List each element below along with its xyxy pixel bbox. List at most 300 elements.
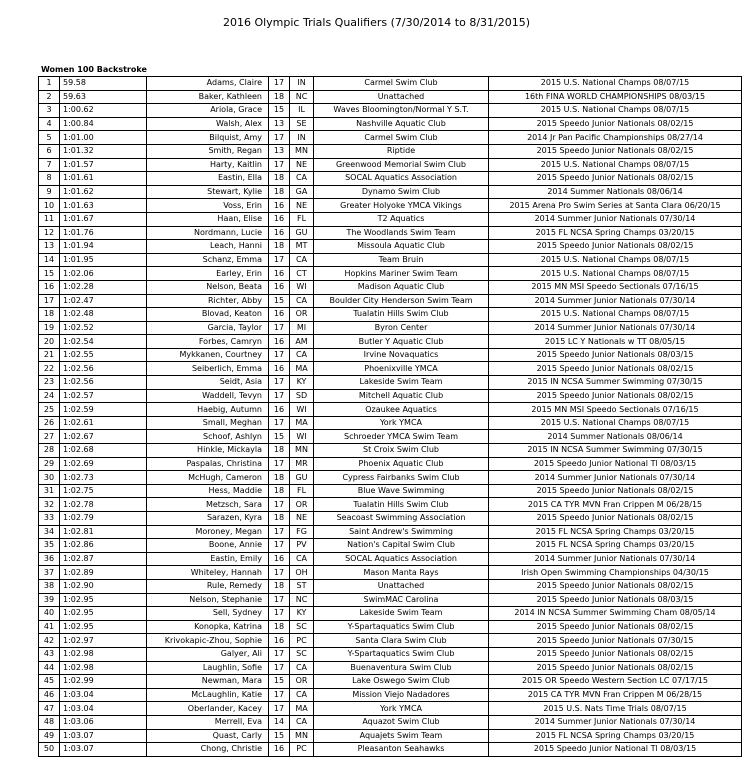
time-cell: 1:02.56 xyxy=(60,376,147,390)
meet-cell: 2015 U.S. Nats Time Trials 08/07/15 xyxy=(489,702,742,716)
club-cell: Boulder City Henderson Swim Team xyxy=(314,294,489,308)
time-cell: 1:02.97 xyxy=(60,634,147,648)
club-cell: Dynamo Swim Club xyxy=(314,185,489,199)
club-cell: Waves Bloomington/Normal Y S.T. xyxy=(314,104,489,118)
swimmer-name-cell: Bilquist, Amy xyxy=(147,131,269,145)
lsc-cell: KY xyxy=(290,376,314,390)
table-row xyxy=(39,294,742,308)
table-row xyxy=(39,702,742,716)
time-cell: 1:02.59 xyxy=(60,403,147,417)
time-cell: 1:03.07 xyxy=(60,743,147,757)
time-cell: 1:02.57 xyxy=(60,389,147,403)
meet-cell: 2014 Summer Nationals 08/06/14 xyxy=(489,430,742,444)
age-cell: 16 xyxy=(269,226,290,240)
age-cell: 18 xyxy=(269,512,290,526)
age-cell: 15 xyxy=(269,675,290,689)
time-cell: 1:02.95 xyxy=(60,620,147,634)
lsc-cell: CA xyxy=(290,348,314,362)
lsc-cell: ST xyxy=(290,579,314,593)
table-row xyxy=(39,144,742,158)
swimmer-name-cell: Baker, Kathleen xyxy=(147,90,269,104)
swimmer-name-cell: Mykkanen, Courtney xyxy=(147,348,269,362)
rank-cell: 25 xyxy=(39,403,60,417)
lsc-cell: NC xyxy=(290,593,314,607)
rank-cell: 38 xyxy=(39,579,60,593)
club-cell: Unattached xyxy=(314,90,489,104)
age-cell: 13 xyxy=(269,144,290,158)
lsc-cell: IN xyxy=(290,131,314,145)
club-cell: Lakeside Swim Team xyxy=(314,607,489,621)
club-cell: Phoenix Aquatic Club xyxy=(314,457,489,471)
meet-cell: 2015 Speedo Junior Nationals 08/02/15 xyxy=(489,579,742,593)
age-cell: 17 xyxy=(269,158,290,172)
meet-cell: 2015 U.S. National Champs 08/07/15 xyxy=(489,158,742,172)
swimmer-name-cell: Stewart, Kylie xyxy=(147,185,269,199)
swimmer-name-cell: Seidt, Asia xyxy=(147,376,269,390)
age-cell: 17 xyxy=(269,539,290,553)
table-row xyxy=(39,335,742,349)
swimmer-name-cell: Eastin, Emily xyxy=(147,552,269,566)
meet-cell: Irish Open Swimming Championships 04/30/15 xyxy=(489,566,742,580)
lsc-cell: IN xyxy=(290,77,314,91)
club-cell: Aquajets Swim Team xyxy=(314,729,489,743)
age-cell: 18 xyxy=(269,185,290,199)
age-cell: 16 xyxy=(269,280,290,294)
table-row xyxy=(39,566,742,580)
swimmer-name-cell: Quast, Carly xyxy=(147,729,269,743)
lsc-cell: PV xyxy=(290,539,314,553)
page-title: 2016 Olympic Trials Qualifiers (7/30/2014 to 8/31/2015) xyxy=(222,16,531,29)
meet-cell: 2014 Summer Junior Nationals 07/30/14 xyxy=(489,715,742,729)
lsc-cell: NC xyxy=(290,90,314,104)
table-row xyxy=(39,389,742,403)
club-cell: The Woodlands Swim Team xyxy=(314,226,489,240)
meet-cell: 2015 OR Speedo Western Section LC 07/17/15 xyxy=(489,675,742,689)
age-cell: 16 xyxy=(269,743,290,757)
meet-cell: 2015 U.S. National Champs 08/07/15 xyxy=(489,267,742,281)
meet-cell: 2015 IN NCSA Summer Swimming 07/30/15 xyxy=(489,444,742,458)
time-cell: 1:03.04 xyxy=(60,702,147,716)
lsc-cell: OR xyxy=(290,675,314,689)
swimmer-name-cell: Eastin, Ella xyxy=(147,172,269,186)
table-row xyxy=(39,280,742,294)
age-cell: 18 xyxy=(269,240,290,254)
rank-cell: 48 xyxy=(39,715,60,729)
club-cell: Unattached xyxy=(314,579,489,593)
table-row xyxy=(39,593,742,607)
meet-cell: 2015 Speedo Junior Nationals 08/02/15 xyxy=(489,484,742,498)
rank-cell: 5 xyxy=(39,131,60,145)
qualifiers-table-body xyxy=(39,77,742,757)
swimmer-name-cell: Harty, Kaitlin xyxy=(147,158,269,172)
time-cell: 59.58 xyxy=(60,77,147,91)
rank-cell: 36 xyxy=(39,552,60,566)
swimmer-name-cell: Voss, Erin xyxy=(147,199,269,213)
lsc-cell: MA xyxy=(290,362,314,376)
lsc-cell: SC xyxy=(290,620,314,634)
meet-cell: 2015 U.S. National Champs 08/07/15 xyxy=(489,104,742,118)
meet-cell: 16th FINA WORLD CHAMPIONSHIPS 08/03/15 xyxy=(489,90,742,104)
lsc-cell: CT xyxy=(290,267,314,281)
swimmer-name-cell: Merrell, Eva xyxy=(147,715,269,729)
time-cell: 1:02.48 xyxy=(60,308,147,322)
club-cell: T2 Aquatics xyxy=(314,212,489,226)
swimmer-name-cell: Walsh, Alex xyxy=(147,117,269,131)
lsc-cell: PC xyxy=(290,634,314,648)
meet-cell: 2015 U.S. National Champs 08/07/15 xyxy=(489,308,742,322)
meet-cell: 2015 FL NCSA Spring Champs 03/20/15 xyxy=(489,525,742,539)
age-cell: 18 xyxy=(269,90,290,104)
age-cell: 17 xyxy=(269,607,290,621)
lsc-cell: PC xyxy=(290,743,314,757)
swimmer-name-cell: Waddell, Tevyn xyxy=(147,389,269,403)
rank-cell: 27 xyxy=(39,430,60,444)
rank-cell: 6 xyxy=(39,144,60,158)
lsc-cell: MR xyxy=(290,457,314,471)
time-cell: 1:00.84 xyxy=(60,117,147,131)
rank-cell: 42 xyxy=(39,634,60,648)
meet-cell: 2015 MN MSI Speedo Sectionals 07/16/15 xyxy=(489,280,742,294)
lsc-cell: OH xyxy=(290,566,314,580)
rank-cell: 40 xyxy=(39,607,60,621)
club-cell: Buenaventura Swim Club xyxy=(314,661,489,675)
time-cell: 1:02.89 xyxy=(60,566,147,580)
club-cell: Ozaukee Aquatics xyxy=(314,403,489,417)
time-cell: 1:01.32 xyxy=(60,144,147,158)
age-cell: 17 xyxy=(269,688,290,702)
age-cell: 17 xyxy=(269,702,290,716)
rank-cell: 23 xyxy=(39,376,60,390)
table-row xyxy=(39,729,742,743)
age-cell: 17 xyxy=(269,593,290,607)
table-row xyxy=(39,104,742,118)
age-cell: 14 xyxy=(269,715,290,729)
swimmer-name-cell: Sarazen, Kyra xyxy=(147,512,269,526)
rank-cell: 29 xyxy=(39,457,60,471)
meet-cell: 2015 IN NCSA Summer Swimming 07/30/15 xyxy=(489,376,742,390)
swimmer-name-cell: Garcia, Taylor xyxy=(147,321,269,335)
age-cell: 18 xyxy=(269,484,290,498)
lsc-cell: FL xyxy=(290,484,314,498)
swimmer-name-cell: Nelson, Stephanie xyxy=(147,593,269,607)
club-cell: Nation's Capital Swim Club xyxy=(314,539,489,553)
lsc-cell: CA xyxy=(290,661,314,675)
time-cell: 1:02.87 xyxy=(60,552,147,566)
time-cell: 1:02.67 xyxy=(60,430,147,444)
meet-cell: 2015 Speedo Junior Nationals 08/03/15 xyxy=(489,593,742,607)
meet-cell: 2014 Jr Pan Pacific Championships 08/27/14 xyxy=(489,131,742,145)
lsc-cell: WI xyxy=(290,430,314,444)
age-cell: 16 xyxy=(269,335,290,349)
rank-cell: 26 xyxy=(39,416,60,430)
rank-cell: 8 xyxy=(39,172,60,186)
table-row xyxy=(39,321,742,335)
age-cell: 16 xyxy=(269,403,290,417)
meet-cell: 2015 Speedo Junior Nationals 08/02/15 xyxy=(489,240,742,254)
club-cell: St Croix Swim Club xyxy=(314,444,489,458)
time-cell: 1:02.95 xyxy=(60,607,147,621)
meet-cell: 2015 FL NCSA Spring Champs 03/20/15 xyxy=(489,226,742,240)
age-cell: 17 xyxy=(269,457,290,471)
meet-cell: 2014 Summer Junior Nationals 07/30/14 xyxy=(489,294,742,308)
rank-cell: 13 xyxy=(39,240,60,254)
age-cell: 13 xyxy=(269,117,290,131)
rank-cell: 30 xyxy=(39,471,60,485)
meet-cell: 2015 Speedo Junior Nationals 08/02/15 xyxy=(489,620,742,634)
time-cell: 1:02.95 xyxy=(60,593,147,607)
age-cell: 17 xyxy=(269,77,290,91)
lsc-cell: MA xyxy=(290,416,314,430)
swimmer-name-cell: McHugh, Cameron xyxy=(147,471,269,485)
time-cell: 1:03.07 xyxy=(60,729,147,743)
swimmer-name-cell: Paspalas, Christina xyxy=(147,457,269,471)
age-cell: 17 xyxy=(269,348,290,362)
rank-cell: 18 xyxy=(39,308,60,322)
meet-cell: 2014 Summer Junior Nationals 07/30/14 xyxy=(489,212,742,226)
rank-cell: 47 xyxy=(39,702,60,716)
club-cell: Tualatin Hills Swim Club xyxy=(314,308,489,322)
time-cell: 1:00.62 xyxy=(60,104,147,118)
club-cell: Hopkins Mariner Swim Team xyxy=(314,267,489,281)
meet-cell: 2015 Speedo Junior Nationals 08/02/15 xyxy=(489,512,742,526)
club-cell: York YMCA xyxy=(314,416,489,430)
meet-cell: 2014 Summer Junior Nationals 07/30/14 xyxy=(489,471,742,485)
table-row xyxy=(39,240,742,254)
table-row xyxy=(39,743,742,757)
lsc-cell: CA xyxy=(290,715,314,729)
club-cell: Madison Aquatic Club xyxy=(314,280,489,294)
time-cell: 1:02.56 xyxy=(60,362,147,376)
rank-cell: 2 xyxy=(39,90,60,104)
table-row xyxy=(39,620,742,634)
time-cell: 1:02.81 xyxy=(60,525,147,539)
rank-cell: 14 xyxy=(39,253,60,267)
lsc-cell: KY xyxy=(290,607,314,621)
table-row xyxy=(39,471,742,485)
age-cell: 15 xyxy=(269,294,290,308)
club-cell: Seacoast Swimming Association xyxy=(314,512,489,526)
time-cell: 1:02.55 xyxy=(60,348,147,362)
club-cell: SwimMAC Carolina xyxy=(314,593,489,607)
club-cell: Butler Y Aquatic Club xyxy=(314,335,489,349)
rank-cell: 3 xyxy=(39,104,60,118)
table-row xyxy=(39,226,742,240)
table-row xyxy=(39,525,742,539)
time-cell: 1:03.04 xyxy=(60,688,147,702)
rank-cell: 11 xyxy=(39,212,60,226)
swimmer-name-cell: Metzsch, Sara xyxy=(147,498,269,512)
swimmer-name-cell: Whiteley, Hannah xyxy=(147,566,269,580)
rank-cell: 35 xyxy=(39,539,60,553)
swimmer-name-cell: Laughlin, Sofie xyxy=(147,661,269,675)
club-cell: Phoenixville YMCA xyxy=(314,362,489,376)
club-cell: Pleasanton Seahawks xyxy=(314,743,489,757)
rank-cell: 22 xyxy=(39,362,60,376)
time-cell: 1:02.69 xyxy=(60,457,147,471)
club-cell: York YMCA xyxy=(314,702,489,716)
swimmer-name-cell: Boone, Annie xyxy=(147,539,269,553)
swimmer-name-cell: Galyer, Ali xyxy=(147,647,269,661)
time-cell: 1:02.61 xyxy=(60,416,147,430)
time-cell: 1:02.90 xyxy=(60,579,147,593)
time-cell: 1:01.67 xyxy=(60,212,147,226)
age-cell: 16 xyxy=(269,634,290,648)
club-cell: Aquazot Swim Club xyxy=(314,715,489,729)
swimmer-name-cell: Schanz, Emma xyxy=(147,253,269,267)
lsc-cell: OR xyxy=(290,498,314,512)
meet-cell: 2015 CA TYR MVN Fran Crippen M 06/28/15 xyxy=(489,688,742,702)
swimmer-name-cell: Hess, Maddie xyxy=(147,484,269,498)
rank-cell: 50 xyxy=(39,743,60,757)
table-row xyxy=(39,117,742,131)
age-cell: 17 xyxy=(269,389,290,403)
meet-cell: 2015 Arena Pro Swim Series at Santa Clara 06/20/15 xyxy=(489,199,742,213)
time-cell: 1:01.94 xyxy=(60,240,147,254)
club-cell: Carmel Swim Club xyxy=(314,131,489,145)
meet-cell: 2015 Speedo Junior Nationals 08/02/15 xyxy=(489,362,742,376)
lsc-cell: GA xyxy=(290,185,314,199)
meet-cell: 2015 U.S. National Champs 08/07/15 xyxy=(489,253,742,267)
swimmer-name-cell: Smith, Regan xyxy=(147,144,269,158)
time-cell: 1:02.86 xyxy=(60,539,147,553)
table-row xyxy=(39,185,742,199)
lsc-cell: IL xyxy=(290,104,314,118)
time-cell: 1:02.99 xyxy=(60,675,147,689)
lsc-cell: CA xyxy=(290,172,314,186)
rank-cell: 21 xyxy=(39,348,60,362)
table-row xyxy=(39,348,742,362)
club-cell: Saint Andrew's Swimming xyxy=(314,525,489,539)
club-cell: Y-Spartaquatics Swim Club xyxy=(314,647,489,661)
club-cell: Carmel Swim Club xyxy=(314,77,489,91)
swimmer-name-cell: Nordmann, Lucie xyxy=(147,226,269,240)
meet-cell: 2015 Speedo Junior Nationals 08/03/15 xyxy=(489,348,742,362)
age-cell: 18 xyxy=(269,172,290,186)
swimmer-name-cell: Konopka, Katrina xyxy=(147,620,269,634)
time-cell: 1:02.68 xyxy=(60,444,147,458)
age-cell: 18 xyxy=(269,471,290,485)
table-row xyxy=(39,634,742,648)
meet-cell: 2015 FL NCSA Spring Champs 03/20/15 xyxy=(489,539,742,553)
club-cell: SOCAL Aquatics Association xyxy=(314,552,489,566)
age-cell: 15 xyxy=(269,430,290,444)
meet-cell: 2015 Speedo Junior Nationals 07/30/15 xyxy=(489,634,742,648)
time-cell: 1:02.06 xyxy=(60,267,147,281)
age-cell: 18 xyxy=(269,444,290,458)
lsc-cell: CA xyxy=(290,552,314,566)
rank-cell: 20 xyxy=(39,335,60,349)
club-cell: Byron Center xyxy=(314,321,489,335)
age-cell: 17 xyxy=(269,525,290,539)
time-cell: 1:01.63 xyxy=(60,199,147,213)
table-row xyxy=(39,430,742,444)
age-cell: 16 xyxy=(269,362,290,376)
time-cell: 1:02.75 xyxy=(60,484,147,498)
meet-cell: 2015 Speedo Junior Nationals 08/02/15 xyxy=(489,661,742,675)
table-row xyxy=(39,688,742,702)
lsc-cell: GU xyxy=(290,226,314,240)
rank-cell: 44 xyxy=(39,661,60,675)
meet-cell: 2015 Speedo Junior Nationals 08/02/15 xyxy=(489,389,742,403)
meet-cell: 2015 U.S. National Champs 08/07/15 xyxy=(489,77,742,91)
rank-cell: 19 xyxy=(39,321,60,335)
time-cell: 1:02.54 xyxy=(60,335,147,349)
age-cell: 17 xyxy=(269,647,290,661)
table-row xyxy=(39,199,742,213)
club-cell: Nashville Aquatic Club xyxy=(314,117,489,131)
swimmer-name-cell: Newman, Mara xyxy=(147,675,269,689)
lsc-cell: FL xyxy=(290,212,314,226)
table-row xyxy=(39,131,742,145)
table-row xyxy=(39,212,742,226)
club-cell: Riptide xyxy=(314,144,489,158)
lsc-cell: NE xyxy=(290,512,314,526)
club-cell: Lake Oswego Swim Club xyxy=(314,675,489,689)
meet-cell: 2015 Speedo Junior Nationals 08/02/15 xyxy=(489,117,742,131)
rank-cell: 45 xyxy=(39,675,60,689)
swimmer-name-cell: Sell, Sydney xyxy=(147,607,269,621)
lsc-cell: MN xyxy=(290,729,314,743)
lsc-cell: MN xyxy=(290,444,314,458)
rank-cell: 4 xyxy=(39,117,60,131)
swimmer-name-cell: Blovad, Keaton xyxy=(147,308,269,322)
meet-cell: 2015 U.S. National Champs 08/07/15 xyxy=(489,416,742,430)
time-cell: 1:02.79 xyxy=(60,512,147,526)
swimmer-name-cell: Adams, Claire xyxy=(147,77,269,91)
meet-cell: 2015 Speedo Junior Nationals 08/02/15 xyxy=(489,144,742,158)
table-row xyxy=(39,253,742,267)
lsc-cell: WI xyxy=(290,280,314,294)
lsc-cell: GU xyxy=(290,471,314,485)
club-cell: Team Bruin xyxy=(314,253,489,267)
club-cell: Blue Wave Swimming xyxy=(314,484,489,498)
table-row xyxy=(39,579,742,593)
club-cell: Cypress Fairbanks Swim Club xyxy=(314,471,489,485)
table-row xyxy=(39,416,742,430)
time-cell: 1:02.47 xyxy=(60,294,147,308)
table-row xyxy=(39,607,742,621)
rank-cell: 17 xyxy=(39,294,60,308)
time-cell: 1:02.52 xyxy=(60,321,147,335)
meet-cell: 2015 LC Y Nationals w TT 08/05/15 xyxy=(489,335,742,349)
swimmer-name-cell: Earley, Erin xyxy=(147,267,269,281)
lsc-cell: NE xyxy=(290,199,314,213)
time-cell: 1:01.62 xyxy=(60,185,147,199)
time-cell: 1:02.73 xyxy=(60,471,147,485)
time-cell: 1:01.76 xyxy=(60,226,147,240)
age-cell: 17 xyxy=(269,321,290,335)
lsc-cell: MA xyxy=(290,702,314,716)
swimmer-name-cell: Forbes, Camryn xyxy=(147,335,269,349)
table-row xyxy=(39,444,742,458)
time-cell: 1:02.98 xyxy=(60,661,147,675)
time-cell: 1:02.78 xyxy=(60,498,147,512)
table-row xyxy=(39,267,742,281)
lsc-cell: CA xyxy=(290,253,314,267)
rank-cell: 49 xyxy=(39,729,60,743)
table-row xyxy=(39,647,742,661)
age-cell: 17 xyxy=(269,376,290,390)
meet-cell: 2015 Speedo Junior National Tl 08/03/15 xyxy=(489,457,742,471)
club-cell: Schroeder YMCA Swim Team xyxy=(314,430,489,444)
table-row xyxy=(39,362,742,376)
meet-cell: 2015 Speedo Junior Nationals 08/02/15 xyxy=(489,172,742,186)
meet-cell: 2014 Summer Junior Nationals 07/30/14 xyxy=(489,321,742,335)
age-cell: 15 xyxy=(269,104,290,118)
rank-cell: 34 xyxy=(39,525,60,539)
club-cell: Mission Viejo Nadadores xyxy=(314,688,489,702)
meet-cell: 2015 Speedo Junior National Tl 08/03/15 xyxy=(489,743,742,757)
